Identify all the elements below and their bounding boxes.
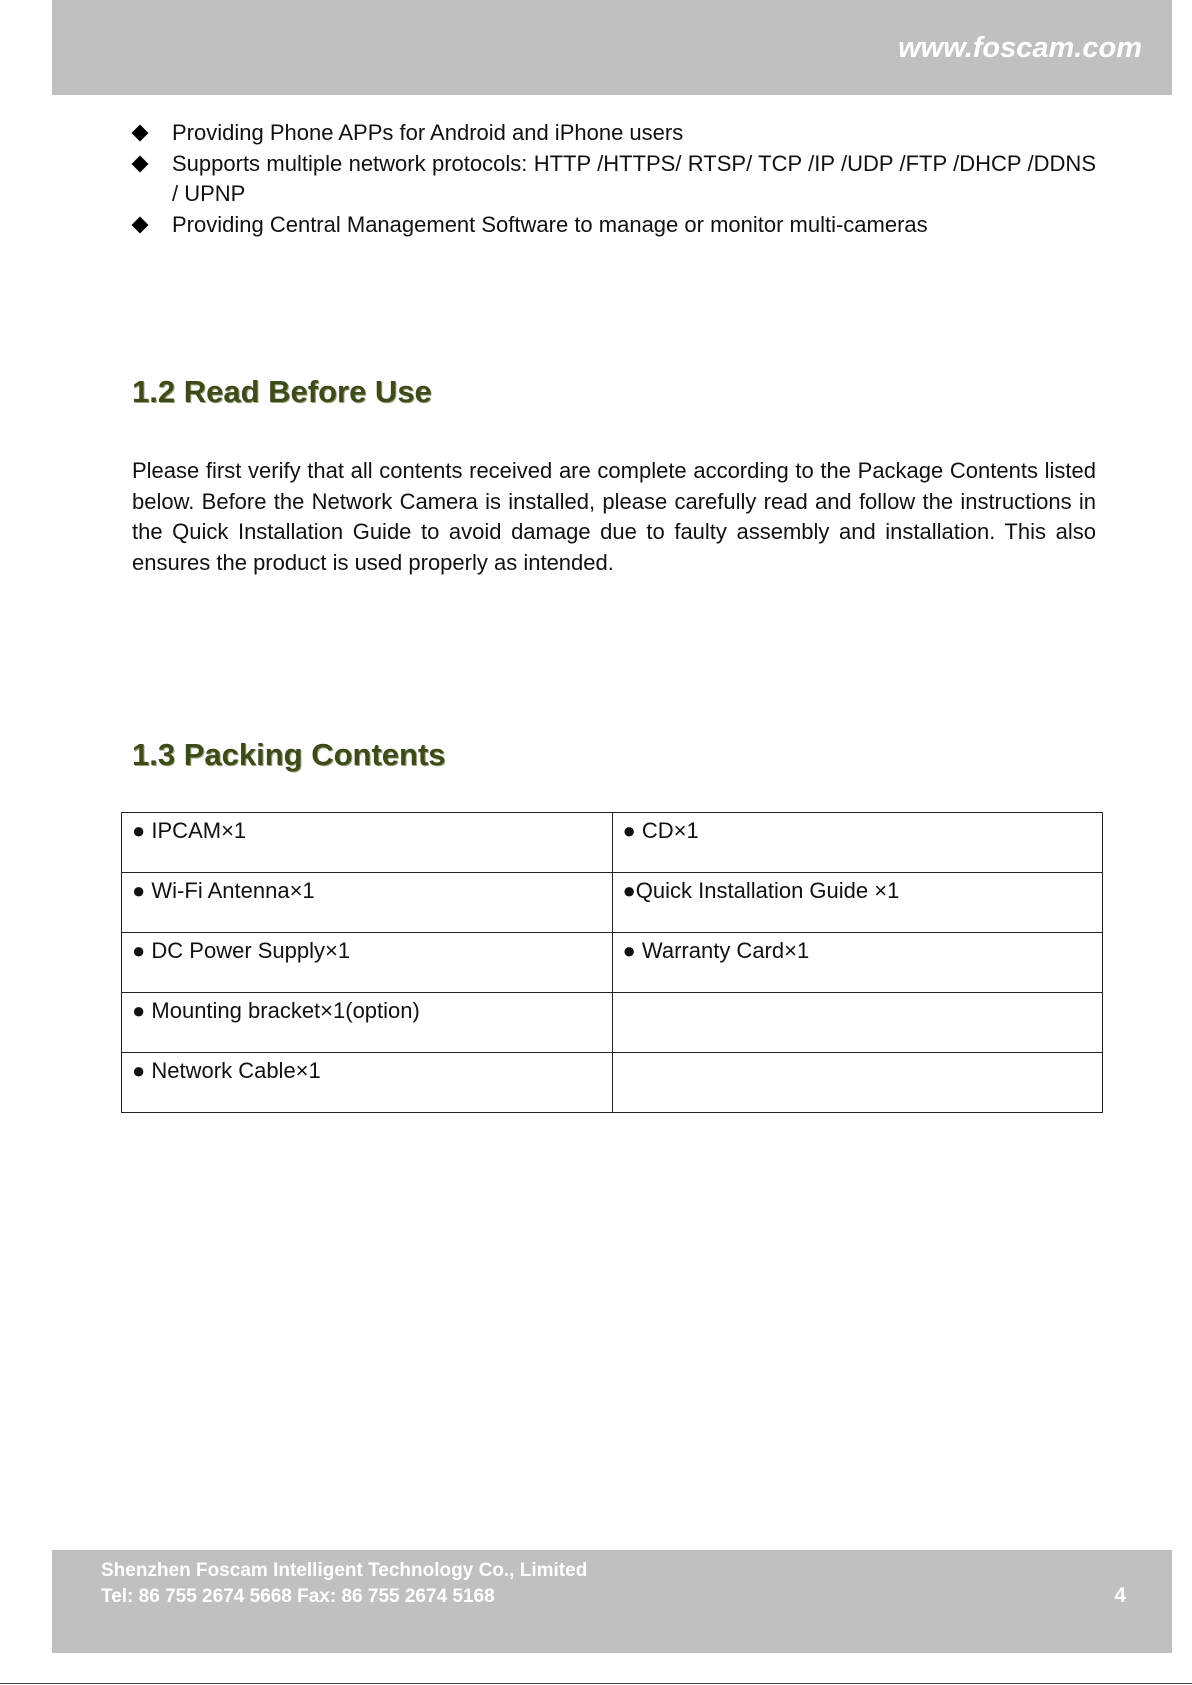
- footer-company-name: Shenzhen Foscam Intelligent Technology Co., Limited: [101, 1560, 588, 1581]
- table-cell: [612, 1053, 1103, 1113]
- list-item: Providing Central Management Software to manage or monitor multi-cameras: [132, 210, 1096, 241]
- packing-contents-table: [121, 812, 1103, 1113]
- table-row: [122, 873, 1103, 933]
- table-cell: ● DC Power Supply×1: [122, 933, 613, 993]
- table-row: [122, 1053, 1103, 1113]
- page-header: [52, 0, 1172, 95]
- page-number: 4: [1114, 1584, 1126, 1607]
- bottom-divider: [0, 1683, 1192, 1684]
- diamond-bullet-icon: [132, 216, 149, 233]
- header-url: www.foscam.com: [898, 32, 1142, 64]
- table-cell: ● CD×1: [612, 813, 1103, 873]
- table-row: [122, 993, 1103, 1053]
- table-row: [122, 933, 1103, 993]
- diamond-bullet-icon: [132, 155, 149, 172]
- table-cell: ● Warranty Card×1: [612, 933, 1103, 993]
- table-cell: [612, 993, 1103, 1053]
- table-cell: ● Network Cable×1: [122, 1053, 613, 1113]
- table-cell: ● IPCAM×1: [122, 813, 613, 873]
- table-cell: ●Quick Installation Guide ×1: [612, 873, 1103, 933]
- diamond-bullet-icon: [132, 125, 149, 142]
- section-title-packing-contents: 1.3 Packing Contents: [132, 737, 446, 772]
- table-cell: ● Mounting bracket×1(option): [122, 993, 613, 1053]
- list-item: Supports multiple network protocols: HTTP /HTTPS/ RTSP/ TCP /IP /UDP /FTP /DHCP /DDNS / UPNP: [132, 149, 1096, 210]
- section-title-read-before-use: 1.2 Read Before Use: [132, 374, 432, 409]
- table-cell: ● Wi-Fi Antenna×1: [122, 873, 613, 933]
- read-before-use-paragraph: Please first verify that all contents received are complete according to the Package Contents listed below. Before the Network Camera is installed, please carefully read and follow the instructions in the Quick Installation Guide to avoid damage due to faulty assembly and installation. This also ensures the product is used properly as intended.: [132, 458, 1096, 575]
- table-row: [122, 813, 1103, 873]
- footer-contact: Tel: 86 755 2674 5668 Fax: 86 755 2674 5168: [101, 1586, 495, 1607]
- page-footer: [52, 1550, 1172, 1653]
- feature-list: [132, 118, 1096, 240]
- list-item: Providing Phone APPs for Android and iPhone users: [132, 118, 1096, 149]
